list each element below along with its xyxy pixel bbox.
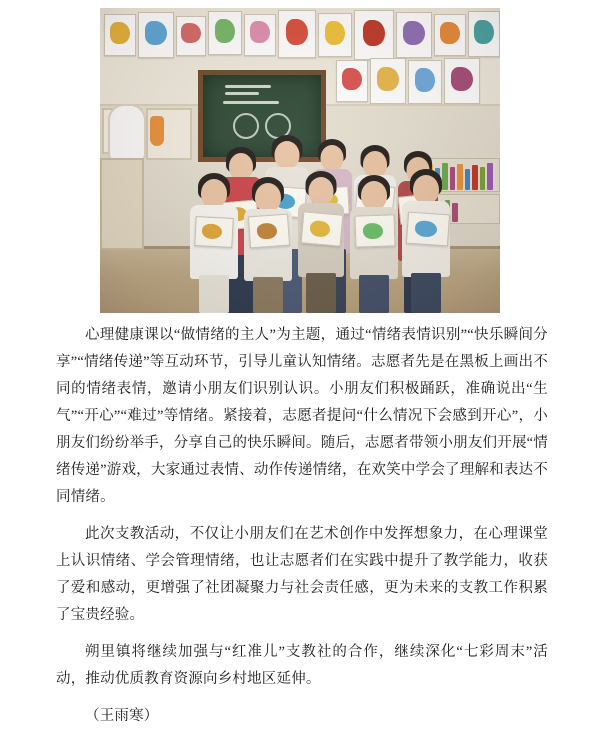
artwork-card	[244, 14, 276, 56]
book	[472, 165, 478, 190]
chalk-writing	[223, 101, 279, 104]
artwork-card	[138, 12, 174, 58]
paragraph: 朔里镇将继续加强与“红准儿”支教社的合作，继续深化“七彩周末”活动，推动优质教育资源向乡村地区延伸。	[56, 644, 548, 687]
artwork-card	[396, 12, 432, 58]
child-figure	[188, 173, 240, 313]
book	[480, 167, 485, 190]
artwork-card	[176, 16, 206, 56]
child-figure	[348, 173, 400, 313]
artwork-card	[370, 58, 406, 104]
article-photo	[100, 8, 500, 313]
classroom-cabinet	[100, 158, 144, 250]
rabbit-mascot-decor	[108, 104, 146, 162]
artwork-held	[194, 216, 234, 248]
book	[465, 169, 470, 190]
article-body	[56, 322, 548, 740]
artwork-held	[248, 214, 290, 249]
chalk-writing	[225, 85, 271, 88]
paragraph: 心理健康课以“做情绪的主人”为主题，通过“情绪表情识别”“快乐瞬间分享”“情绪传递”等互动环节，引导儿童认知情绪。志愿者先是在黑板上画出不同的情绪表情，邀请小朋友们识别认识。小朋友们积极踊跃，准确说出“生气”“开心”“难过”等情绪。紧接着，志愿者提问“什么情况下会感到开心”，小朋友们纷纷举手，分享自己的快乐瞬间。随后，志愿者带领小朋友们开展“情绪传递”游戏，大家通过表情、动作传递情绪，在欢笑中学会了理解和表达不同情绪。	[56, 327, 548, 505]
book	[487, 163, 493, 190]
artwork-card	[434, 14, 466, 56]
book	[457, 164, 463, 190]
carrot-decor	[150, 116, 164, 146]
chalk-writing	[225, 92, 259, 95]
artwork-card	[318, 13, 352, 57]
artwork-card	[408, 60, 442, 104]
book	[452, 203, 458, 222]
child-figure	[242, 175, 294, 313]
chalk-face-circle	[233, 113, 259, 139]
artwork-card	[278, 10, 316, 58]
artwork-card	[468, 11, 500, 57]
child-figure	[400, 169, 452, 313]
artwork-held	[354, 214, 395, 247]
artwork-held	[406, 212, 450, 247]
artwork-card	[354, 10, 394, 60]
artwork-card	[444, 58, 480, 104]
artwork-card	[208, 11, 242, 55]
artwork-held	[301, 211, 344, 246]
child-figure	[296, 171, 346, 313]
artwork-card	[336, 60, 368, 102]
artwork-card	[104, 14, 136, 56]
paragraph: 此次支教活动，不仅让小朋友们在艺术创作中发挥想象力，在心理课堂上认识情绪、学会管理情绪，也让志愿者们在实践中提升了教学能力，收获了爱和感动，更增强了社团凝聚力与社会责任感，更为未来的支教工作积累了宝贵经验。	[56, 526, 548, 623]
author-signature: （王雨寒）	[85, 708, 159, 724]
photo-scene	[100, 8, 500, 313]
